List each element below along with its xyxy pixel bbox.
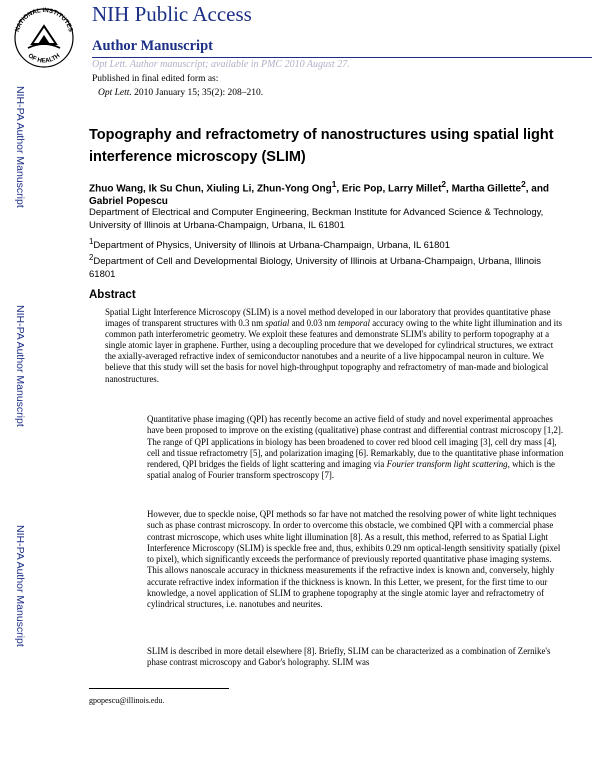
- p1-text-a: Quantitative phase imaging (QPI) has recently become an active field of study and novel experimental approaches have been proposed to improve on the existing (qualitative) phase contrast and differential contrast microscopy [1,2]. The range of QPI applications in biology has been broadened to cover red blood cell imaging [3], cell dry mass [4], cell and tissue refractometry [5], and polarization imaging [6]. Remarkably, due to the quantitative phase information rendered, QPI bridges the fields of light scattering and imaging via: [147, 414, 564, 470]
- p1-italic: Fourier transform light scattering: [386, 459, 508, 470]
- authors-text-3: , Martha Gillette: [446, 183, 522, 195]
- affiliation-2-text: Department of Cell and Developmental Biology, University of Illinois at Urbana-Champaign, Urbana, Illinois 61801: [89, 256, 542, 280]
- svg-text:OF HEALTH: [27, 52, 62, 64]
- abstract-part-2: and 0.03 nm: [289, 318, 338, 329]
- published-in-label: Published in final edited form as:: [92, 74, 219, 84]
- header-divider: [92, 57, 592, 58]
- nih-public-access-title: NIH Public Access: [92, 2, 252, 26]
- note-text: Author manuscript; available in PMC 2010 August 27.: [129, 59, 350, 70]
- affiliation-2: [89, 252, 569, 281]
- body-paragraph-1: [147, 414, 565, 482]
- authors-text-4: , and Gabriel Popescu: [89, 183, 550, 208]
- abstract-part-3: accuracy owing to the white light illumination and its common path interferometric geometry. We exploit these features and demonstrate SLIM's ability to perform topography at a single atomic layer in graphene. Further, using a decoupling procedure that we developed for cylindrical structures, we extract the axially-averaged refractive index of semiconductor nanotubes and a neurite of a live hippocampal neuron in culture. We believe that this study will set the basis for novel high-throughput topography and refractometry of man-made and biological nanostructures.: [105, 318, 563, 384]
- side-label-3: NIH-PA Author Manuscript: [14, 525, 26, 647]
- side-label-1: NIH-PA Author Manuscript: [14, 86, 26, 208]
- manuscript-availability-note: [92, 59, 350, 70]
- note-journal: Opt Lett.: [92, 59, 128, 70]
- logo-top-text: NATIONAL INSTITUTES: [13, 6, 75, 33]
- body-paragraph-3: SLIM is described in more detail elsewhere [8]. Briefly, SLIM can be characterized as a combination of Zernike's phase contrast microscopy and Gabor's holography. SLIM was: [147, 646, 551, 668]
- affiliation-1-sup: 1: [89, 237, 94, 246]
- affiliation-main: Department of Electrical and Computer Engineering, Beckman Institute for Advanced Science & Technology, University of Illinois at Urbana-Champaign, Urbana, IL 61801: [89, 207, 544, 231]
- body-paragraph-2: However, due to speckle noise, QPI methods so far have not matched the resolving power of white light techniques such as phase contrast microscopy. In order to overcome this obstacle, we combined QPI with a commercial phase contrast microscope, which uses white light illumination [8]. As a result, this method, referred to as Spatial Light Interference Microscopy (SLIM) is speckle free and, thus, exhibits 0.29 nm optical-length sensitivity spatially (pixel to pixel), which significantly exceeds the performance of previously reported quantitative phase imaging systems. This allows nanoscale accuracy in thickness measurements if the refractive index is known and, conversely, highly accurate refractive index information if the thickness is known. In this Letter, we present, for the first time to our knowledge, a novel application of SLIM to graphene topography at the single atomic layer and refractometry of cylindrical structures, i.e. nanotubes and neurites.: [147, 509, 561, 610]
- svg-text:NATIONAL INSTITUTES: [14, 7, 74, 33]
- author-sup-1: 1: [331, 179, 337, 189]
- affiliation-2-sup: 2: [89, 253, 94, 262]
- author-sup-2a: 2: [441, 179, 447, 189]
- author-manuscript-subtitle: Author Manuscript: [92, 38, 213, 54]
- p1-text-b: , which is the spatial analog of Fourier transform spectroscopy [7].: [147, 459, 555, 481]
- side-label-2: NIH-PA Author Manuscript: [14, 305, 26, 427]
- citation: [98, 88, 263, 98]
- author-sup-2b: 2: [521, 179, 526, 189]
- abstract-text: [105, 307, 565, 385]
- affiliation-1: [89, 236, 569, 253]
- abstract-italic-1: spatial: [265, 318, 290, 329]
- article-title: Topography and refractometry of nanostructures using spatial light interference microscopy (SLIM): [89, 127, 554, 165]
- abstract-heading: Abstract: [89, 289, 136, 301]
- abstract-italic-2: temporal: [337, 318, 370, 329]
- citation-journal: Opt Lett.: [98, 88, 132, 98]
- authors-text-2: , Eric Pop, Larry Millet: [336, 183, 442, 195]
- abstract-part-1: Spatial Light Interference Microscopy (SLIM) is a novel method developed in our laboratory that provides quantitative phase images of transparent structures with 0.3 nm: [105, 307, 551, 329]
- nih-seal-logo: [8, 4, 86, 68]
- footnote-email: gpopescu@illinois.edu.: [89, 696, 165, 705]
- authors-text-1: Zhuo Wang, Ik Su Chun, Xiuling Li, Zhun-Yong Ong: [89, 183, 332, 195]
- affiliation-1-text: Department of Physics, University of Illinois at Urbana-Champaign, Urbana, IL 61801: [93, 240, 451, 252]
- author-list: [89, 178, 569, 208]
- citation-details: 2010 January 15; 35(2): 208–210.: [134, 88, 264, 98]
- footnote-divider: [89, 688, 229, 689]
- logo-bottom-text: OF HEALTH: [26, 52, 62, 65]
